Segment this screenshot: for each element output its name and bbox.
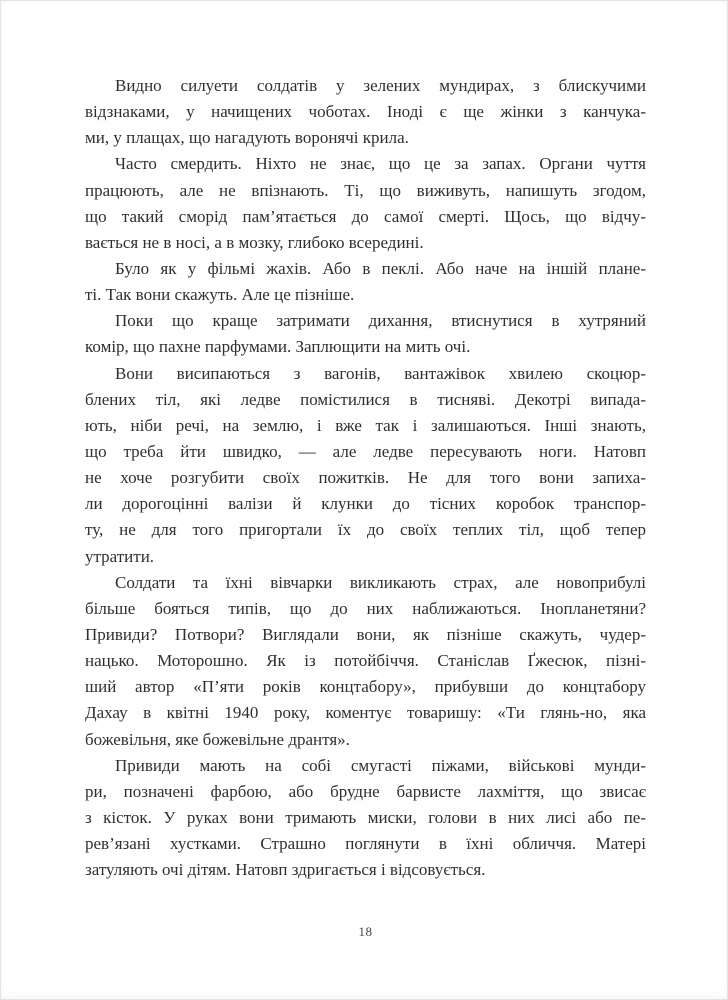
- text-line: ту, не для того пригортали їх до своїх теплих тіл, щоб тепер: [85, 520, 646, 540]
- text-line: Було як у фільмі жахів. Або в пеклі. Або наче на іншій плане-: [115, 258, 646, 278]
- text-line: ший автор «П’яти років концтабору», прибувши до концтабору: [85, 677, 646, 697]
- text-line: комір, що пахне парфумами. Заплющити на мить очі.: [85, 337, 471, 357]
- text-line: не хоче розгубити своїх пожитків. Не для того вони запиха-: [85, 468, 646, 488]
- text-line: більше бояться типів, що до них наближаються. Інопланетяни?: [85, 598, 646, 618]
- text-line: ють, ніби речі, на землю, і вже так і залишаються. Інші знають,: [85, 415, 646, 435]
- text-line: Дахау в квітні 1940 року, коментує товаришу: «Ти глянь-но, яка: [85, 703, 646, 723]
- text-line: божевільня, яке божевільне дрантя».: [85, 729, 350, 749]
- text-line: Привиди? Потвори? Виглядали вони, як пізніше скажуть, чудер-: [85, 624, 646, 644]
- text-line: вається не в носі, а в мозку, глибоко всередині.: [85, 232, 424, 252]
- text-line: затуляють очі дітям. Натовп здригається і відсовується.: [85, 860, 486, 880]
- text-line: ли дорогоцінні валізи й клунки до тісних коробок транспор-: [85, 494, 646, 514]
- text-line: відзнаками, у начищених чоботах. Іноді є ще жінки з канчука-: [85, 102, 646, 122]
- page-number: 18: [358, 924, 373, 939]
- text-block: [85, 73, 646, 883]
- text-line: Привиди мають на собі смугасті піжами, військові мунди-: [115, 755, 646, 775]
- text-line: ми, у плащах, що нагадують воронячі крила.: [85, 128, 409, 148]
- text-line: нацько. Моторошно. Як із потойбіччя. Станіслав Ґжесюк, пізні-: [85, 651, 646, 671]
- text-line: Часто смердить. Ніхто не знає, що це за запах. Органи чуття: [115, 154, 646, 174]
- text-line: Видно силуети солдатів у зелених мундирах, з блискучими: [115, 76, 646, 95]
- text-line: рев’язані хустками. Страшно поглянути в їхні обличчя. Матері: [85, 834, 646, 854]
- text-line: утратити.: [85, 546, 155, 566]
- text-line: з кісток. У руках вони тримають миски, голови в них лисі або пе-: [85, 807, 646, 827]
- text-line: що треба йти швидко, — але ледве пересувають ноги. Натовп: [85, 441, 646, 461]
- text-line: Вони висипаються з вагонів, вантажівок хвилею скоцюр-: [115, 363, 646, 383]
- text-line: Солдати та їхні вівчарки викликають страх, але новоприбулі: [115, 572, 646, 592]
- text-line: блених тіл, які ледве помістилися в тисняві. Декотрі випада-: [85, 389, 646, 409]
- text-line: працюють, але не впізнають. Ті, що виживуть, напишуть згодом,: [85, 180, 646, 200]
- text-line: ті. Так вони скажуть. Але це пізніше.: [85, 285, 355, 305]
- text-line: Поки що краще затримати дихання, втиснутися в хутряний: [115, 311, 646, 331]
- text-line: ри, позначені фарбою, або брудне барвисте лахміття, що звисає: [85, 781, 646, 801]
- text-line: що такий сморід пам’ятається до самої смерті. Щось, що відчу-: [85, 206, 646, 226]
